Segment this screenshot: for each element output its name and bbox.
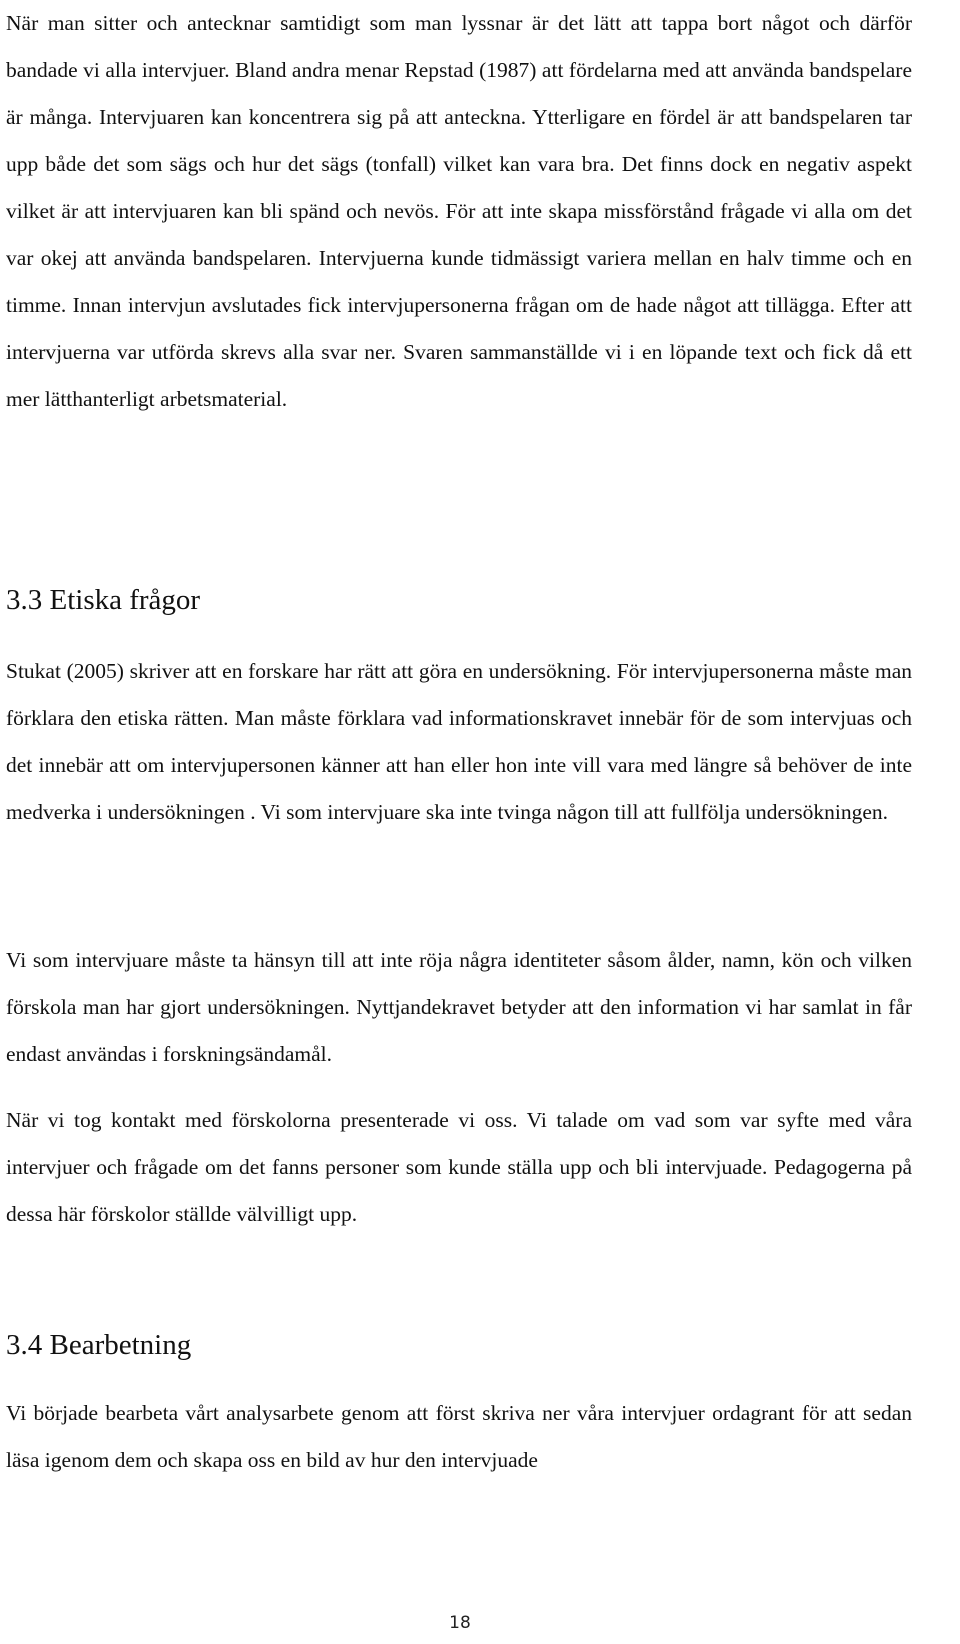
section-heading-ethics: 3.3 Etiska frågor: [6, 584, 201, 616]
paragraph-anonymity: Vi som intervjuare måste ta hänsyn till att inte röja några identiteter såsom ålder, namn, kön och vilken förskola man har gjort undersökningen. Nyttjandekravet betyder att den information vi har samlat in får endast användas i forskningsändamål.: [6, 948, 912, 1066]
paragraph-recording-interviews: När man sitter och antecknar samtidigt som man lyssnar är det lätt att tappa bort något och därför bandade vi alla intervjuer. Bland andra menar Repstad (1987) att fördelarna med att använda bandspelare är många. Intervjuaren kan koncentrera sig på att anteckna. Ytterligare en fördel är att bandspelaren tar upp både det som sägs och hur det sägs (tonfall) vilket kan vara bra. Det finns dock en negativ aspekt vilket är att intervjuaren kan bli spänd och nevös. För att inte skapa missförstånd frågade vi alla om det var okej att använda bandspelaren. Intervjuerna kunde tidmässigt variera mellan en halv timme och en timme. Innan intervjun avslutades fick intervjupersonerna frågan om de hade något att tillägga. Efter att intervjuerna var utförda skrevs alla svar ner. Svaren sammanställde vi i en löpande text och fick då ett mer lätthanterligt arbetsmaterial.: [6, 11, 912, 411]
section-heading-processing: 3.4 Bearbetning: [6, 1329, 192, 1361]
paragraph-contact-preschools: När vi tog kontakt med förskolorna presenterade vi oss. Vi talade om vad som var syfte med våra intervjuer och frågade om det fanns personer som kunde ställa upp och bli intervjuade. Pedagogerna på dessa här förskolor ställde välvilligt upp.: [6, 1108, 912, 1226]
paragraph-research-rights: Stukat (2005) skriver att en forskare har rätt att göra en undersökning. För intervjupersonerna måste man förklara den etiska rätten. Man måste förklara vad informationskravet innebär för de som intervjuas och det innebär att om intervjupersonen känner att han eller hon inte vill vara med längre så behöver de inte medverka i undersökningen . Vi som intervjuare ska inte tvinga någon till att fullfölja undersökningen.: [6, 659, 912, 824]
page-number: 18: [449, 1613, 471, 1633]
paragraph-processing-analysis: Vi började bearbeta vårt analysarbete genom att först skriva ner våra intervjuer ordagrant för att sedan läsa igenom dem och skapa oss en bild av hur den intervjuade: [6, 1401, 912, 1472]
